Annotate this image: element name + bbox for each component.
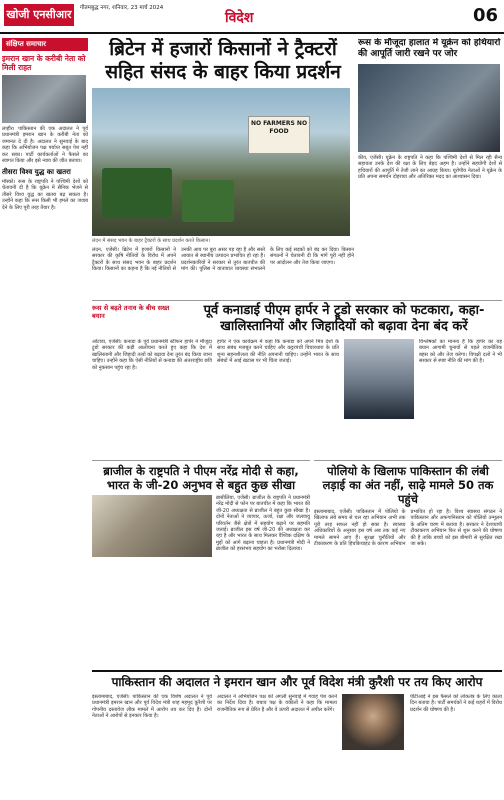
photo-caption: लंदन में संसद भवन के बाहर ट्रैक्टरों के साथ प्रदर्शन करते किसान।: [92, 238, 211, 244]
modi-lula-photo: [92, 495, 212, 557]
page-header: [0, 0, 504, 34]
brief-body: मॉस्को। रूस के राष्ट्रपति ने पश्चिमी देशों को चेतावनी दी है कि यूक्रेन में सैनिक भेजने से तीसरे विश्व युद्ध का खतरा बढ़ सकता है। उन्होंने कहा कि रूस किसी भी हमले का जवाब देने के लिए पूरी तरह तैयार है।: [2, 178, 88, 211]
story-body: अदालत ने अभियोजन पक्ष को अगली सुनवाई में गवाह पेश करने का निर्देश दिया है। बचाव पक्ष के वकीलों ने कहा कि मामला राजनीतिक रूप से प्रेरित है और वे ऊपरी अदालत में अपील करेंगे।: [217, 694, 337, 713]
page-number: 06: [472, 5, 498, 26]
story-body: कीव, एजेंसी। यूक्रेन के राष्ट्रपति ने कहा कि पश्चिमी देशों से मिल रही सैन्य सहायता उनके देश की रक्षा के लिए बेहद अहम है। उन्होंने सहयोगी देशों से हथियारों की आपूर्ति में तेजी लाने का आग्रह किया। यूरोपीय नेताओं ने यूक्रेन के प्रति अपना समर्थन दोहराया और अतिरिक्त मदद का आश्वासन दिया।: [358, 155, 502, 181]
dateline: गौतमबुद्ध नगर, शनिवार, 23 मार्च 2024: [80, 5, 164, 11]
briefs-tag: संक्षिप्त समाचार: [2, 38, 88, 51]
story-kicker: रूस से बढ़ते तनाव के बीच सख्त बयान: [92, 304, 170, 320]
story-headline: रूस के मौजूदा हालात में यूक्रेन को हथियारों की आपूर्ति जारी रखने पर जोर: [358, 38, 501, 59]
story-headline: पोलियो के खिलाफ पाकिस्तान की लंबी लड़ाई का अंत नहीं, साढ़े मामले 50 तक पहुंचे: [322, 464, 494, 506]
brief-headline: इमरान खान के करीबी नेता को मिली राहत: [2, 54, 86, 72]
protest-placard: NO FARMERS NO FOOD: [248, 116, 310, 154]
story-headline: ब्रिटेन में हजारों किसानों ने ट्रैक्टरों सहित संसद के बाहर किया प्रदर्शन: [105, 38, 341, 83]
story-right-column: [358, 38, 502, 296]
qureshi-photo: [342, 694, 404, 750]
story-body: पीटीआई ने इस फैसले को लोकतंत्र के लिए काला दिन बताया है। पार्टी समर्थकों ने कई शहरों में विरोध प्रदर्शन की घोषणा की है।: [410, 694, 502, 713]
harper-photo: [344, 339, 414, 419]
story-uk-farmers: [92, 38, 354, 296]
story-pakistan-court: [92, 670, 502, 798]
story-photo: [358, 64, 500, 152]
brief-body: लाहौर। पाकिस्तान की एक अदालत ने पूर्व प्रधानमंत्री इमरान खान के करीबी नेता को जमानत दे दी है। अदालत ने सुनवाई के बाद कहा कि अभियोजन पक्ष पर्याप्त सबूत पेश नहीं कर सका। पार्टी कार्यकर्ताओं ने फैसले का स्वागत किया और इसे न्याय की जीत बताया।: [2, 126, 88, 165]
story-body: ओटावा, एजेंसी। कनाडा के पूर्व प्रधानमंत्री स्टीफन हार्पर ने मौजूदा ट्रूडो सरकार की कड़ी आलोचना करते हुए कहा कि देश में खालिस्तानी और जिहादी तत्वों को बढ़ावा देना तुरंत बंद किया जाना चाहिए। उन्होंने कहा कि ऐसी नीतियों से कनाडा की अंतरराष्ट्रीय छवि को नुकसान पहुंच रहा है।: [92, 339, 212, 371]
tractor-shape: [102, 168, 172, 218]
story-brazil: [92, 460, 310, 666]
brief-headline: तीसरा विश्व युद्ध का खतरा: [2, 168, 71, 177]
story-polio: [314, 460, 502, 666]
story-headline: पूर्व कनाडाई पीएम हार्पर ने ट्रूडो सरकार को फटकारा, कहा- खालिस्तानियों और जिहादियों को बढ़ावा देना बंद करें: [203, 303, 485, 334]
story-body: इस्लामाबाद, एजेंसी। पाकिस्तान की एक विशेष अदालत ने पूर्व प्रधानमंत्री इमरान खान और पूर्व विदेश मंत्री शाह महमूद कुरैशी पर गोपनीय दस्तावेज लीक मामले में आरोप तय कर दिए हैं। दोनों नेताओं ने आरोपों से इनकार किया है।: [92, 694, 212, 720]
left-briefs-column: [2, 38, 88, 798]
story-body: हार्पर ने एक कार्यक्रम में कहा कि कनाडा को अपने मित्र देशों के साथ संबंध मजबूत करने चाहिए और कट्टरपंथी विचारधारा के प्रति शून्य सहनशीलता की नीति अपनानी चाहिए। उन्होंने भारत के साथ संबंधों में आई खटास पर भी चिंता जताई।: [217, 339, 339, 365]
story-headline: ब्राजील के राष्ट्रपति ने पीएम नरेंद्र मोदी से कहा, भारत के जी-20 अनुभव से बहुत कुछ सीखा: [103, 464, 299, 492]
story-body: लंदन, एजेंसी। ब्रिटेन में हजारों किसानों ने सरकार की कृषि नीतियों के विरोध में अपने ट्रैक्टरों के साथ संसद भवन के बाहर प्रदर्शन किया। किसानों का कहना है कि नई नीतियों से उनकी आय पर बुरा असर पड़ रहा है और सस्ते आयात से स्थानीय उत्पादन प्रभावित हो रहा है। प्रदर्शनकारियों ने सरकार से तुरंत बातचीत की मांग की। पुलिस ने यातायात व्यवस्था संभालने के लिए कई सड़कों को बंद कर दिया। किसान संगठनों ने चेतावनी दी कि मांगें पूरी नहीं होने पर आंदोलन और तेज किया जाएगा।: [92, 247, 354, 273]
story-body: विश्लेषकों का मानना है कि हार्पर का यह बयान आगामी चुनावों से पहले राजनीतिक बहस को और तेज करेगा। विपक्षी दलों ने भी सरकार से स्पष्ट नीति की मांग की है।: [419, 339, 502, 365]
story-body: इस्लामाबाद, एजेंसी। पाकिस्तान में पोलियो के खिलाफ लंबे समय से चल रहा अभियान अभी तक पूरी तरह सफल नहीं हो सका है। स्वास्थ्य अधिकारियों के अनुसार इस वर्ष अब तक कई नए मामले सामने आए हैं। सुरक्षा चुनौतियों और टीकाकरण के प्रति हिचकिचाहट के कारण अभियान प्रभावित हो रहा है। विश्व स्वास्थ्य संगठन ने पाकिस्तान और अफगानिस्तान को पोलियो उन्मूलन के अंतिम चरण में बताया है। सरकार ने देशव्यापी टीकाकरण अभियान फिर से शुरू करने की घोषणा की है ताकि बच्चों को इस बीमारी से सुरक्षित रखा जा सके।: [314, 509, 502, 548]
brief-photo: [2, 75, 86, 123]
protest-photo: [92, 88, 350, 236]
story-headline: पाकिस्तान की अदालत ने इमरान खान और पूर्व विदेश मंत्री कुरैशी पर तय किए आरोप: [111, 675, 483, 689]
tractor-shape: [182, 180, 234, 222]
masthead-logo: खोजी एनसीआर: [4, 4, 74, 26]
section-title: विदेश: [225, 10, 254, 26]
story-canada: [92, 300, 502, 456]
story-body: ब्रासीलिया, एजेंसी। ब्राजील के राष्ट्रपति ने प्रधानमंत्री नरेंद्र मोदी से फोन पर बातचीत में कहा कि भारत की जी-20 अध्यक्षता से ब्राजील ने बहुत कुछ सीखा है। दोनों नेताओं ने व्यापार, ऊर्जा, रक्षा और जलवायु परिवर्तन जैसे क्षेत्रों में सहयोग बढ़ाने पर सहमति जताई। ब्राजील इस वर्ष जी-20 की अध्यक्षता कर रहा है और भारत के साथ मिलकर वैश्विक दक्षिण के मुद्दों को आगे बढ़ाना चाहता है। प्रधानमंत्री मोदी ने ब्राजील को हरसंभव सहयोग का भरोसा दिलाया।: [216, 495, 310, 553]
